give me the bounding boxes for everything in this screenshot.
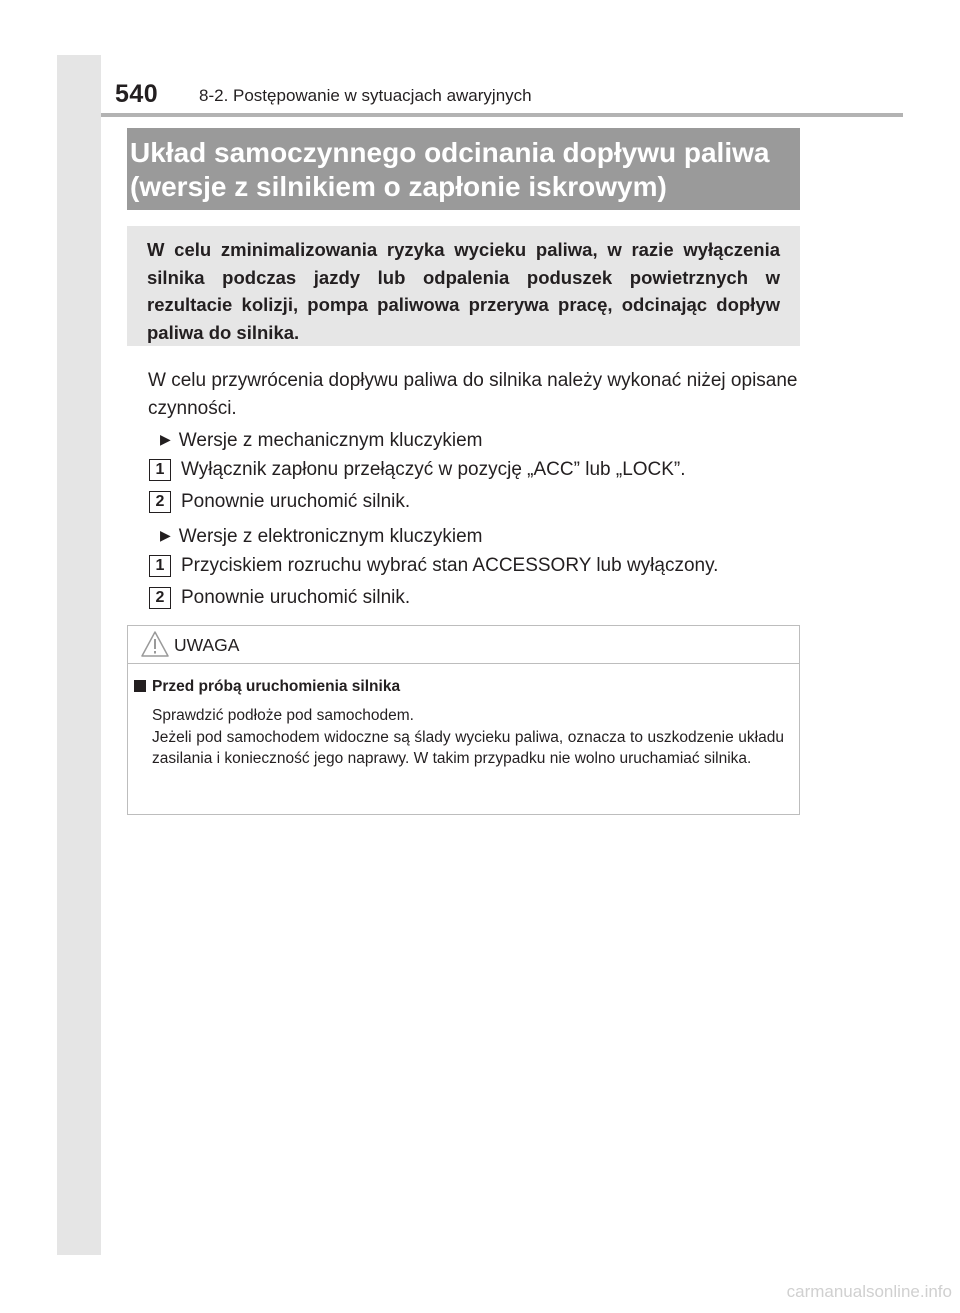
warning-label: UWAGA: [174, 635, 240, 655]
section-title-box: [127, 128, 800, 210]
section-title-line-1: Układ samoczynnego odcinania dopływu paliwa: [130, 137, 770, 168]
warning-box: [127, 625, 800, 815]
electronic-key-heading-text: Wersje z elektronicznym kluczykiem: [178, 526, 483, 547]
body-paragraph: W celu przywrócenia dopływu paliwa do silnika należy wykonać niżej opisane czynności.: [148, 370, 798, 419]
triangle-right-icon: ▶: [160, 527, 171, 543]
mechanical-key-heading: [160, 427, 483, 453]
warning-heading: [134, 678, 400, 696]
watermark: carmanualsonline.info: [786, 1282, 952, 1301]
triangle-right-icon: ▶: [160, 431, 171, 447]
mechanical-step-1: Wyłącznik zapłonu przełączyć w pozycję „ACC” lub „LOCK”.: [181, 459, 686, 480]
running-head: 8-2. Postępowanie w sytuacjach awaryjnych: [199, 86, 532, 105]
warning-body: [152, 705, 784, 770]
warning-line-2: Jeżeli pod samochodem widoczne są ślady wycieku paliwa, oznacza to uszkodzenie układu zasilania i konieczność jego naprawy. W takim przypadku nie wolno uruchamiać silnika.: [152, 728, 784, 767]
square-bullet-icon: [134, 680, 146, 692]
section-title-line-2: (wersje z silnikiem o zapłonie iskrowym): [130, 171, 667, 202]
electronic-key-heading: [160, 523, 483, 549]
step-number-box: 2: [149, 587, 171, 609]
electronic-step-1: Przyciskiem rozruchu wybrać stan ACCESSORY lub wyłączony.: [181, 555, 719, 576]
page-number: 540: [115, 80, 159, 108]
intro-box: [127, 226, 800, 346]
electronic-step-2: Ponownie uruchomić silnik.: [181, 587, 411, 608]
mechanical-step-2: Ponownie uruchomić silnik.: [181, 491, 411, 512]
step-number-box: 2: [149, 491, 171, 513]
side-strip: [57, 55, 101, 1255]
warning-header: [128, 626, 799, 664]
step-number-box: 1: [149, 459, 171, 481]
step-number-box: 1: [149, 555, 171, 577]
intro-text: W celu zminimalizowania ryzyka wycieku paliwa, w razie wyłączenia silnika podczas jazdy lub odpalenia poduszek powietrznych w rezultacie kolizji, pompa paliwowa przerywa pracę, odcinając dopływ paliwa do silnika.: [147, 239, 780, 343]
warning-line-1: Sprawdzić podłoże pod samochodem.: [152, 707, 414, 724]
warning-triangle-icon: [140, 630, 170, 663]
mechanical-key-heading-text: Wersje z mechanicznym kluczykiem: [178, 430, 483, 451]
header-rule: [101, 113, 903, 117]
warning-heading-text: Przed próbą uruchomienia silnika: [152, 678, 401, 695]
